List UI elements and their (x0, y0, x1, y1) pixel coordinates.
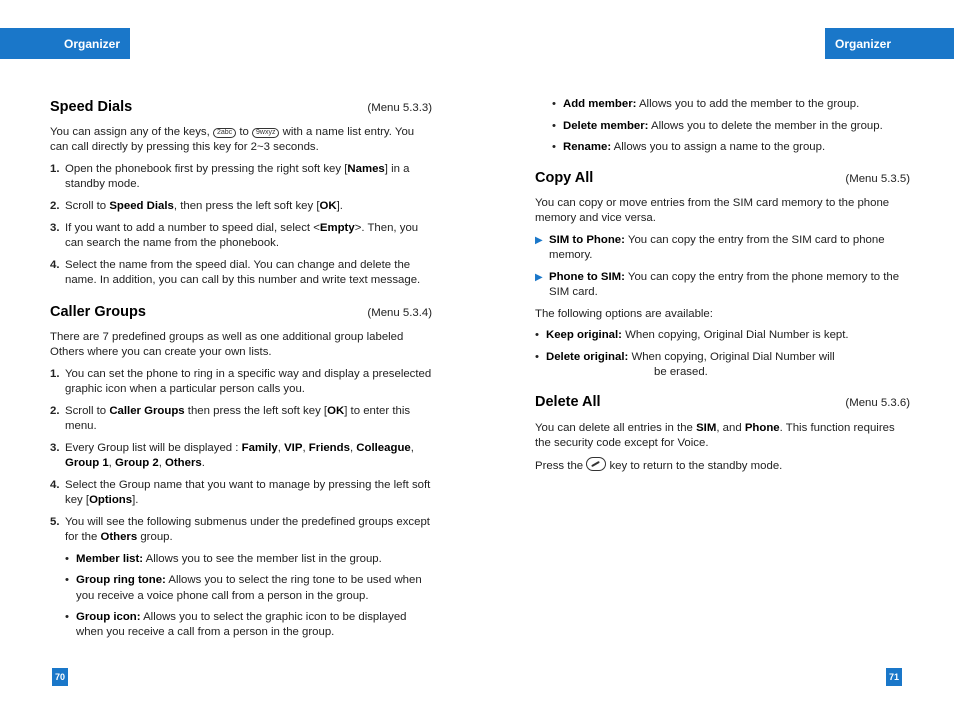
list-item: 4. Select the Group name that you want to manage by pressing the left soft key [Options]. (50, 478, 431, 507)
submenu-list-continued (535, 97, 910, 156)
list-item: 2. Scroll to Caller Groups then press the left soft key [OK] to enter this menu. (50, 405, 411, 433)
copy-all-heading (535, 171, 910, 187)
delete-all-heading (535, 395, 910, 411)
key-9-icon: 9wxyz (252, 128, 279, 138)
speed-dials-intro: You can assign any of the keys, 2abc to 9wxyz with a name list entry. You can call directly by pressing this key for 2~3 seconds. (50, 126, 415, 154)
page-number-right: 71 (886, 668, 902, 686)
bullet-icon: • (65, 574, 69, 587)
caller-groups-intro: There are 7 predefined groups as well as one additional group labeled Others where you can create your own lists. (50, 331, 404, 359)
end-key-icon (586, 457, 606, 471)
bullet-icon: • (552, 141, 556, 154)
menu-ref: (Menu 5.3.5) (845, 172, 910, 185)
list-item: 1. Open the phonebook first by pressing the right soft key [Names] in a standby mode. (50, 163, 410, 191)
list-item: • Member list: Allows you to see the member list in the group. (65, 552, 432, 567)
header-tab-right (825, 28, 954, 59)
speed-dials-heading (50, 100, 432, 116)
menu-ref: (Menu 5.3.6) (845, 397, 910, 410)
list-item: ▶ Phone to SIM: You can copy the entry from the phone memory to the SIM card. (535, 270, 910, 300)
delete-all-section (535, 395, 910, 474)
section-title: Speed Dials (50, 99, 133, 115)
bullet-icon: • (552, 98, 556, 110)
bullet-icon: • (535, 329, 539, 342)
menu-ref: (Menu 5.3.3) (367, 102, 432, 114)
list-item: 2. Scroll to Speed Dials, then press the left soft key [OK]. (50, 200, 343, 213)
list-item: 3. Every Group list will be displayed : Family, VIP, Friends, Colleague, Group 1, Group 2, Others. (50, 441, 414, 470)
list-item: • Rename: Allows you to assign a name to the group. (552, 140, 910, 155)
list-item: 3. If you want to add a number to speed dial, select <Empty>. Then, you can search the name from the phonebook. (50, 221, 419, 249)
menu-ref: (Menu 5.3.4) (367, 307, 432, 320)
list-item: • Delete member: Allows you to delete the member in the group. (552, 119, 910, 134)
key-2-icon: 2abc (213, 128, 236, 138)
arrow-icon: ▶ (535, 234, 543, 246)
options-intro: The following options are available: (535, 307, 713, 320)
list-item: • Group ring tone: Allows you to select the ring tone to be used when you receive a voice phone call from a person in the group. (65, 573, 432, 603)
delete-all-desc: You can delete all entries in the SIM, and Phone. This function requires the security code except for Voice. (535, 421, 895, 449)
caller-groups-heading (50, 305, 432, 321)
list-item: • Keep original: When copying, Original Dial Number is kept. (535, 328, 910, 343)
copy-all-section (535, 171, 910, 381)
left-column (50, 100, 432, 647)
header-tab-left (0, 28, 130, 59)
header-label-left: Organizer (63, 36, 120, 51)
caller-groups-section (50, 305, 432, 641)
delete-all-press: Press the key to return to the standby mode. (535, 457, 910, 474)
list-item: 5. You will see the following submenus under the predefined groups except for the Others group. (50, 515, 430, 543)
list-item: ▶ SIM to Phone: You can copy the entry from the SIM card to phone memory. (535, 233, 910, 263)
list-item: 1. You can set the phone to ring in a specific way and display a preselected graphic icon when a particular person calls you. (50, 368, 432, 396)
section-title: Caller Groups (50, 304, 146, 321)
copy-all-intro: You can copy or move entries from the SIM card memory to the phone memory and vice versa. (535, 196, 890, 225)
section-title: Delete All (535, 394, 601, 411)
right-column (535, 97, 910, 481)
submenu-list (50, 552, 432, 641)
bullet-icon: • (552, 119, 556, 132)
header-label-right: Organizer (835, 36, 892, 51)
section-title: Copy All (535, 169, 594, 186)
list-item: • Add member: Allows you to add the member to the group. (552, 97, 910, 112)
bullet-icon: • (535, 350, 539, 363)
list-item: • Group icon: Allows you to select the graphic icon to be displayed when you receive a call from a person in the group. (65, 610, 432, 640)
arrow-icon: ▶ (535, 271, 543, 283)
list-item: • Delete original: When copying, Original Dial Number will be erased. (535, 350, 910, 380)
bullet-icon: • (65, 611, 69, 624)
list-item: 4. Select the name from the speed dial. You can change and delete the name. In addition, you can call by this number and write text message. (50, 258, 421, 286)
page-number-left: 70 (52, 668, 68, 686)
bullet-icon: • (65, 552, 69, 565)
